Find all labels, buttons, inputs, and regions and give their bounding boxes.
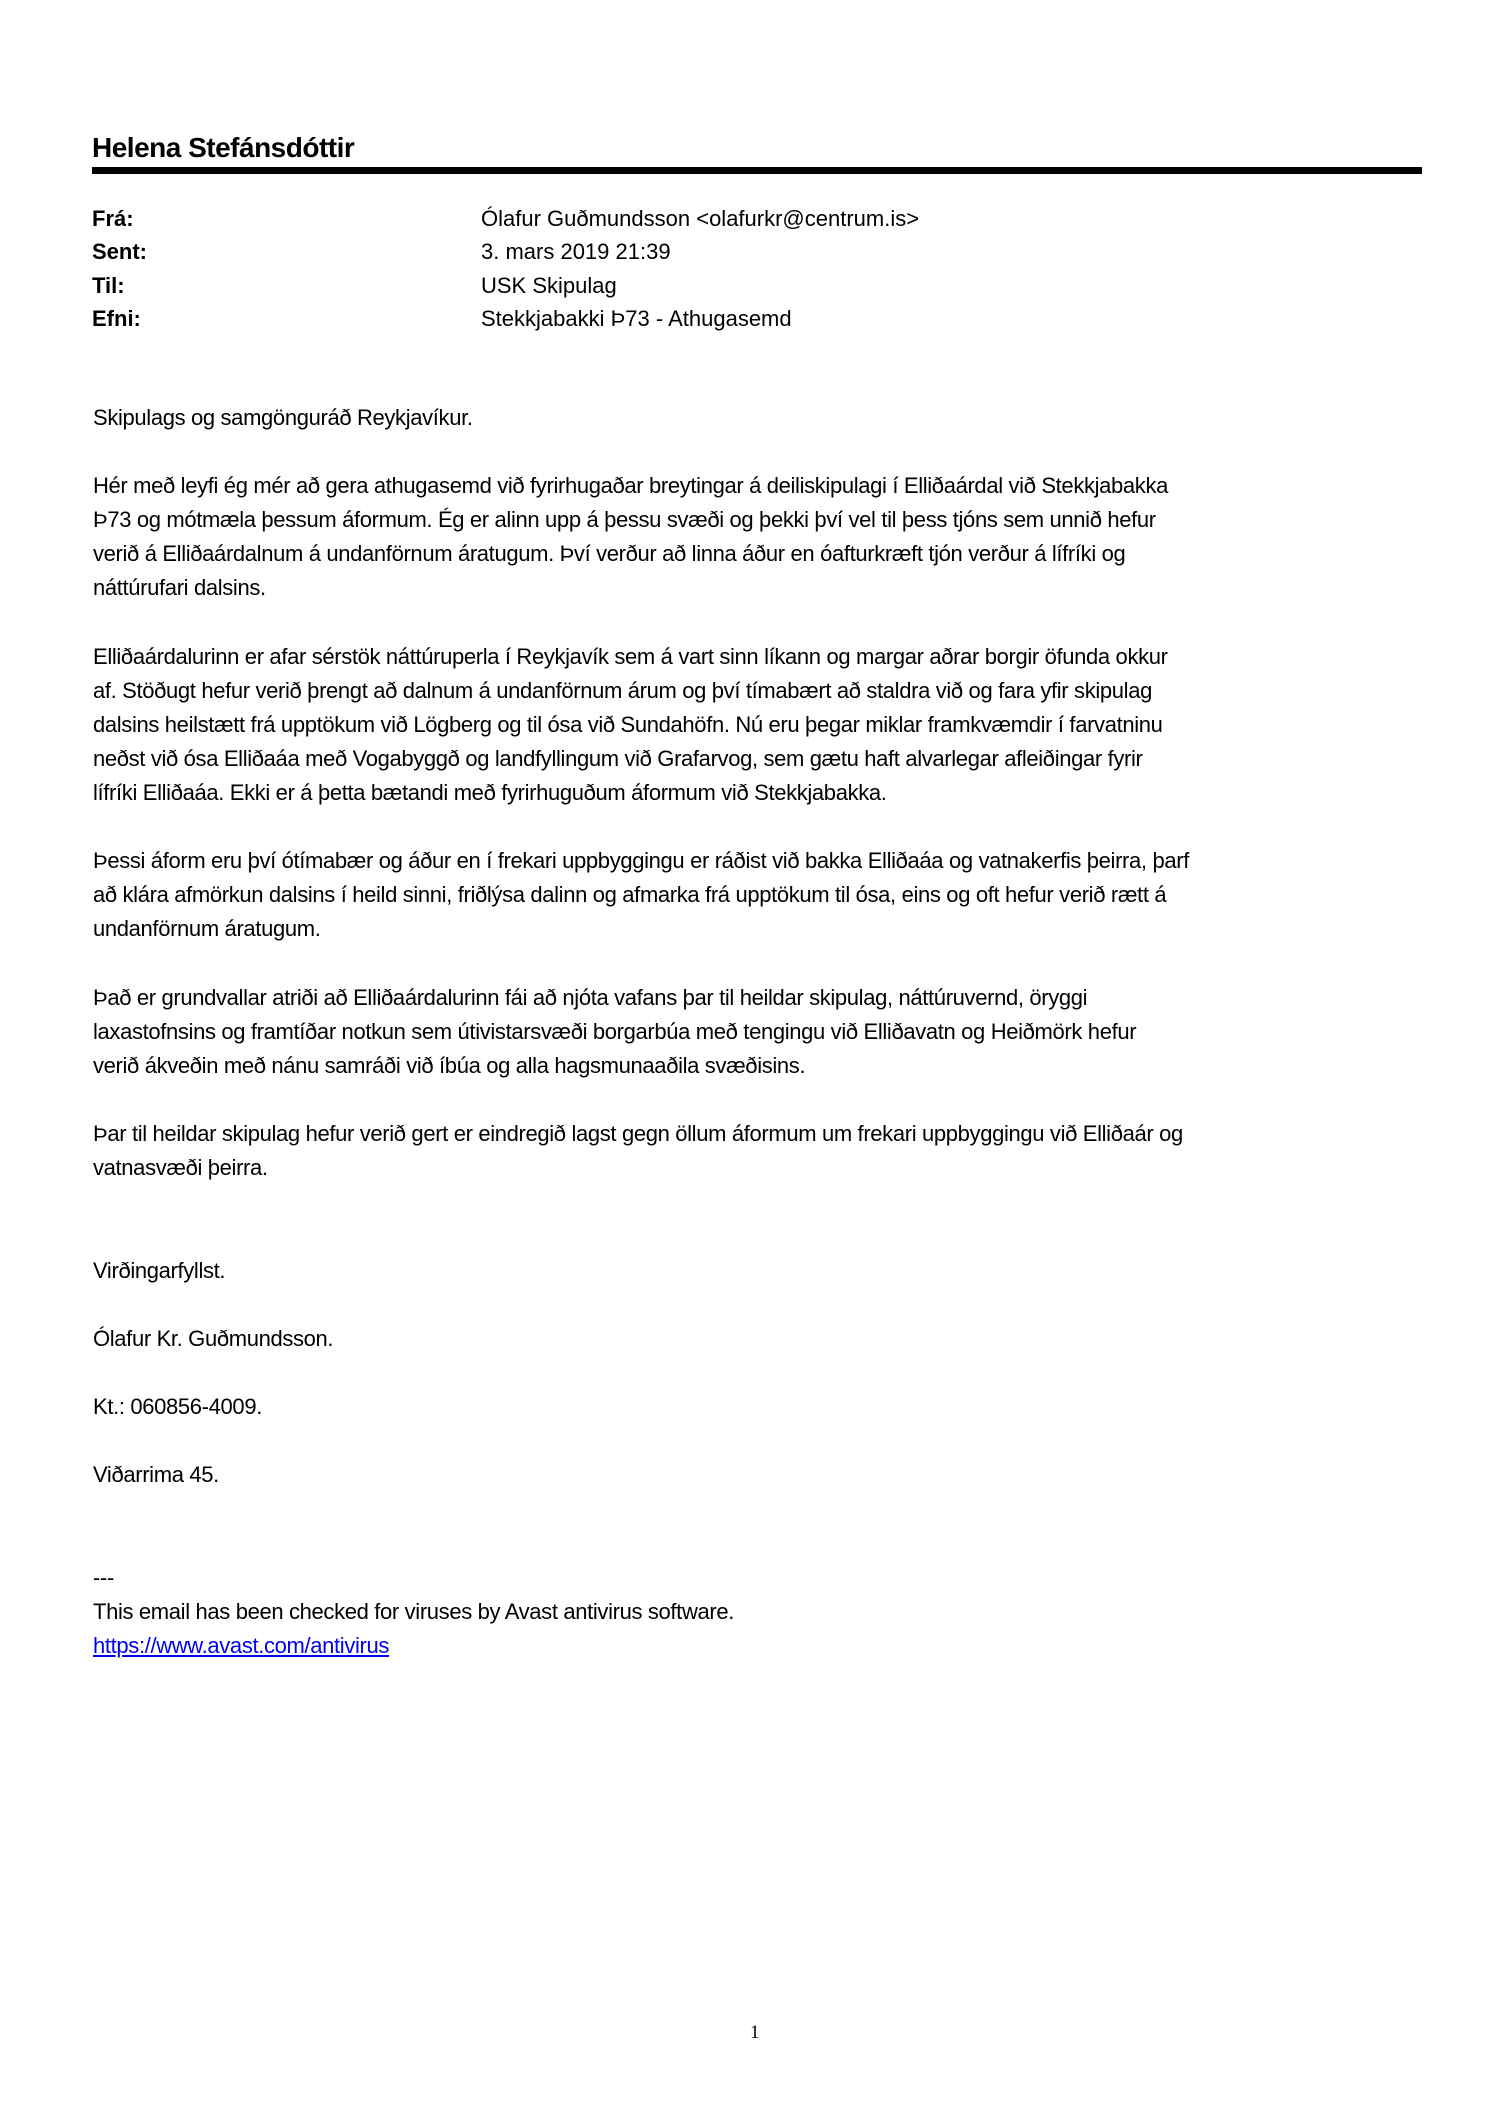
meta-value: USK Skipulag — [481, 273, 617, 298]
body-line: Þessi áform eru því ótímabær og áður en í frekari uppbyggingu er ráðist við bakka Elliðaáa og vatnakerfis þeirra, þarf — [93, 848, 1189, 873]
greeting: Skipulags og samgönguráð Reykjavíkur. — [93, 405, 473, 430]
meta-value: 3. mars 2019 21:39 — [481, 239, 671, 264]
body-line: Það er grundvallar atriði að Elliðaárdalurinn fái að njóta vafans þar til heildar skipulag, náttúruvernd, öryggi — [93, 985, 1088, 1010]
meta-label: Frá: — [92, 206, 134, 231]
body-line: vatnasvæði þeirra. — [93, 1155, 268, 1180]
document-header-name: Helena Stefánsdóttir — [92, 132, 355, 163]
body-line: náttúrufari dalsins. — [93, 575, 266, 600]
antivirus-notice: This email has been checked for viruses by Avast antivirus software. — [93, 1599, 734, 1624]
body-line: Þ73 og mótmæla þessum áformum. Ég er alinn upp á þessu svæði og þekki því vel til þess tjóns sem unnið hefur — [93, 507, 1156, 532]
closing: Virðingarfyllst. — [93, 1258, 226, 1283]
body-line: lífríki Elliðaáa. Ekki er á þetta bætandi með fyrirhuguðum áformum við Stekkjabakka. — [93, 780, 887, 805]
header-rule — [92, 167, 1422, 174]
meta-label: Efni: — [92, 306, 141, 331]
meta-label: Sent: — [92, 239, 147, 264]
footer-separator: --- — [93, 1565, 114, 1590]
body-line: Þar til heildar skipulag hefur verið gert er eindregið lagst gegn öllum áformum um frekari uppbyggingu við Elliðaár og — [93, 1121, 1183, 1146]
body-line: af. Stöðugt hefur verið þrengt að dalnum á undanförnum árum og því tímabært að staldra við og fara yfir skipulag — [93, 678, 1152, 703]
body-line: verið á Elliðaárdalnum á undanförnum áratugum. Því verður að linna áður en óafturkræft tjón verður á lífríki og — [93, 541, 1126, 566]
meta-value: Ólafur Guðmundsson <olafurkr@centrum.is> — [481, 206, 920, 231]
body-line: að klára afmörkun dalsins í heild sinni, friðlýsa dalinn og afmarka frá upptökum til ósa, eins og oft hefur verið rætt á — [93, 882, 1167, 907]
meta-value: Stekkjabakki Þ73 - Athugasemd — [481, 306, 792, 331]
body-line: verið ákveðin með nánu samráði við íbúa og alla hagsmunaaðila svæðisins. — [93, 1053, 806, 1078]
body-line: Hér með leyfi ég mér að gera athugasemd við fyrirhugaðar breytingar á deiliskipulagi í Elliðaárdal við Stekkjabakka — [93, 473, 1168, 498]
body-line: undanförnum áratugum. — [93, 916, 321, 941]
avast-link[interactable]: https://www.avast.com/antivirus — [93, 1633, 390, 1658]
body-line: Elliðaárdalurinn er afar sérstök náttúruperla í Reykjavík sem á vart sinn líkann og margar aðrar borgir öfunda okkur — [93, 644, 1168, 669]
body-line: laxastofnsins og framtíðar notkun sem útivistarsvæði borgarbúa með tengingu við Elliðavatn og Heiðmörk hefur — [93, 1019, 1137, 1044]
body-line: dalsins heilstætt frá upptökum við Lögberg og til ósa við Sundahöfn. Nú eru þegar miklar framkvæmdir í farvatninu — [93, 712, 1163, 737]
page-number: 1 — [750, 2022, 760, 2043]
address: Viðarrima 45. — [93, 1462, 219, 1487]
signature: Ólafur Kr. Guðmundsson. — [93, 1326, 334, 1351]
body-line: neðst við ósa Elliðaáa með Vogabyggð og landfyllingum við Grafarvog, sem gætu haft alvarlegar afleiðingar fyrir — [93, 746, 1143, 771]
kennitala: Kt.: 060856-4009. — [93, 1394, 262, 1419]
meta-label: Til: — [92, 273, 125, 298]
